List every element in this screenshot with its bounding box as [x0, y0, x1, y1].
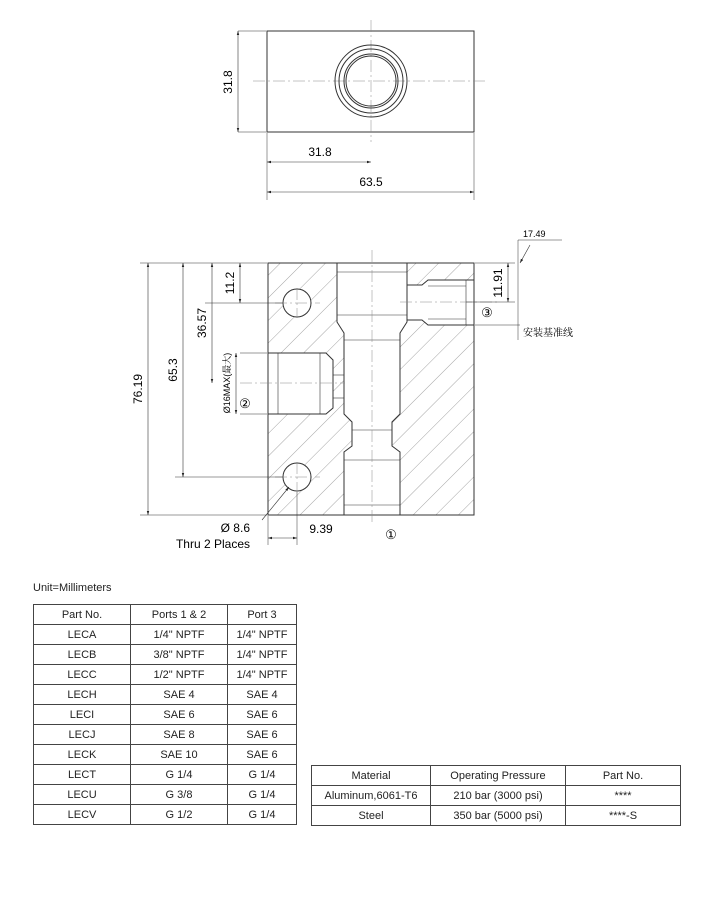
port-3-cell: 1/4" NPTF [228, 665, 297, 685]
ports-1-2-cell: 1/4" NPTF [131, 625, 228, 645]
table-row [34, 685, 297, 705]
dim-hole-dia: Ø 8.6 [220, 521, 250, 535]
section-view [240, 250, 500, 525]
material-table [311, 765, 681, 826]
header-port-3: Port 3 [228, 605, 297, 625]
header-part-no: Part No. [566, 766, 681, 786]
port-3-cell: SAE 6 [228, 705, 297, 725]
part-no-cell: **** [566, 786, 681, 806]
header-part-no: Part No. [34, 605, 131, 625]
part-no-cell: LECI [34, 705, 131, 725]
material-table-header [312, 766, 681, 786]
dim-port2-center: 36.57 [195, 307, 209, 339]
port-3-cell: G 1/4 [228, 785, 297, 805]
dim-port3-center: 11.91 [491, 268, 505, 298]
ports-1-2-cell: SAE 10 [131, 745, 228, 765]
table-row [34, 805, 297, 825]
ports-1-2-cell: SAE 8 [131, 725, 228, 745]
table-row [34, 625, 297, 645]
ports-1-2-cell: G 1/4 [131, 765, 228, 785]
ports-1-2-cell: 1/2" NPTF [131, 665, 228, 685]
table-row [34, 645, 297, 665]
table-row [34, 785, 297, 805]
port-3-cell: 1/4" NPTF [228, 625, 297, 645]
part-no-cell: LECC [34, 665, 131, 685]
dim-overall-height: 76.19 [131, 373, 145, 405]
port-3-cell: SAE 6 [228, 725, 297, 745]
ports-1-2-cell: 3/8" NPTF [131, 645, 228, 665]
port-2-marker: ② [239, 396, 251, 411]
port-3-cell: G 1/4 [228, 805, 297, 825]
part-no-cell: LECA [34, 625, 131, 645]
material-cell: Steel [312, 806, 431, 826]
ports-1-2-cell: G 1/2 [131, 805, 228, 825]
part-no-cell: LECJ [34, 725, 131, 745]
dim-port2-dia: Ø16MAX(最大) [222, 352, 232, 414]
dim-top-height: 31.8 [221, 70, 235, 94]
header-ports-1-2: Ports 1 & 2 [131, 605, 228, 625]
material-cell: Aluminum,6061-T6 [312, 786, 431, 806]
port-1-marker: ① [385, 527, 397, 542]
port-3-cell: SAE 4 [228, 685, 297, 705]
port-3-bore [407, 280, 474, 325]
table-row [34, 705, 297, 725]
dim-port3-offset: 17.49 [523, 229, 546, 239]
port-3-marker: ③ [481, 305, 493, 320]
dim-hole-to-hole: 65.3 [166, 358, 180, 382]
unit-label: Unit=Millimeters [33, 582, 112, 594]
table-row [312, 806, 681, 826]
part-no-cell: LECH [34, 685, 131, 705]
ports-1-2-cell: SAE 6 [131, 705, 228, 725]
ports-1-2-cell: SAE 4 [131, 685, 228, 705]
header-operating-pressure: Operating Pressure [431, 766, 566, 786]
table-row [34, 665, 297, 685]
datum-line-label: 安装基准线 [523, 328, 573, 339]
part-no-cell: LECU [34, 785, 131, 805]
part-no-cell: ****-S [566, 806, 681, 826]
parts-table [33, 604, 297, 825]
table-row [34, 745, 297, 765]
dim-top-hole: 11.2 [223, 271, 237, 295]
part-no-cell: LECK [34, 745, 131, 765]
table-row [34, 725, 297, 745]
ports-1-2-cell: G 3/8 [131, 785, 228, 805]
dim-top-width: 63.5 [359, 175, 383, 189]
dim-top-center: 31.8 [308, 145, 332, 159]
port-3-cell: G 1/4 [228, 765, 297, 785]
part-no-cell: LECB [34, 645, 131, 665]
part-no-cell: LECV [34, 805, 131, 825]
table-row [312, 786, 681, 806]
pressure-cell: 350 bar (5000 psi) [431, 806, 566, 826]
dim-hole-note: Thru 2 Places [175, 537, 250, 551]
part-no-cell: LECT [34, 765, 131, 785]
parts-table-header [34, 605, 297, 625]
header-material: Material [312, 766, 431, 786]
pressure-cell: 210 bar (3000 psi) [431, 786, 566, 806]
top-view [238, 20, 488, 200]
table-row [34, 765, 297, 785]
port-3-cell: SAE 6 [228, 745, 297, 765]
port-3-cell: 1/4" NPTF [228, 645, 297, 665]
dim-hole-edge: 9.39 [309, 522, 333, 536]
